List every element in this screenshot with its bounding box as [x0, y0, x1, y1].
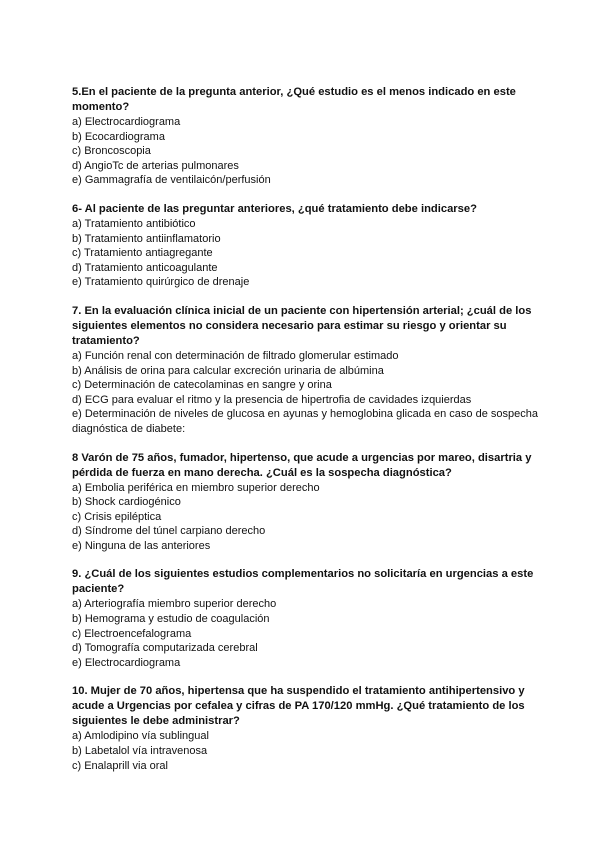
answer-option: a) Función renal con determinación de filtrado glomerular estimado — [72, 349, 399, 362]
answer-options — [72, 481, 542, 554]
answer-options — [72, 217, 542, 290]
question-text: 5.En el paciente de la pregunta anterior, ¿Qué estudio es el menos indicado en este momento? — [72, 86, 516, 113]
question-6 — [72, 202, 542, 290]
answer-option: e) Ninguna de las anteriores — [72, 539, 211, 552]
answer-option: d) AngioTc de arterias pulmonares — [72, 159, 239, 172]
answer-option: e) Tratamiento quirúrgico de drenaje — [72, 276, 250, 289]
question-10 — [72, 684, 542, 773]
answer-option: d) ECG para evaluar el ritmo y la presencia de hipertrofia de cavidades izquierdas — [72, 393, 472, 406]
answer-option: d) Síndrome del túnel carpiano derecho — [72, 525, 266, 538]
answer-options — [72, 729, 542, 773]
answer-option: a) Amlodipino vía sublingual — [72, 730, 209, 743]
answer-option: b) Ecocardiograma — [72, 130, 165, 143]
question-text: 7. En la evaluación clínica inicial de un paciente con hipertensión arterial; ¿cuál de los siguientes elementos no considera necesario para estimar su riesgo y orientar su tratamiento? — [72, 304, 532, 347]
question-text: 6- Al paciente de las preguntar anteriores, ¿qué tratamiento debe indicarse? — [72, 202, 477, 215]
answer-option: e) Gammagrafía de ventilaicón/perfusión — [72, 174, 271, 187]
answer-option: a) Arteriografía miembro superior derecho — [72, 598, 277, 611]
answer-option: c) Electroencefalograma — [72, 627, 192, 640]
answer-option: e) Electrocardiograma — [72, 656, 181, 669]
answer-option: c) Crisis epiléptica — [72, 510, 162, 523]
answer-option: d) Tomografía computarizada cerebral — [72, 642, 258, 655]
answer-option: c) Broncoscopia — [72, 145, 151, 158]
answer-option: b) Tratamiento antiinflamatorio — [72, 232, 221, 245]
question-text: 8 Varón de 75 años, fumador, hipertenso, que acude a urgencias por mareo, disartria y pérdida de fuerza en mano derecha. ¿Cuál es la sospecha diagnóstica? — [72, 451, 532, 479]
answer-option: a) Electrocardiograma — [72, 116, 181, 128]
answer-option: c) Tratamiento antiagregante — [72, 247, 213, 260]
document-page — [72, 85, 542, 787]
answer-option: d) Tratamiento anticoagulante — [72, 261, 218, 274]
answer-option: e) Determinación de niveles de glucosa en ayunas y hemoglobina glicada en caso de sospecha diagnóstica de diabete: — [72, 408, 538, 435]
answer-option: c) Enalaprill via oral — [72, 759, 168, 772]
answer-option: b) Labetalol vía intravenosa — [72, 745, 208, 758]
answer-option: b) Hemograma y estudio de coagulación — [72, 613, 270, 626]
answer-option: b) Shock cardiogénico — [72, 496, 181, 509]
question-9 — [72, 567, 542, 670]
answer-option: c) Determinación de catecolaminas en sangre y orina — [72, 379, 332, 392]
answer-options — [72, 115, 542, 188]
answer-options — [72, 349, 542, 437]
answer-options — [72, 597, 542, 670]
question-text: 9. ¿Cuál de los siguientes estudios complementarios no solicitaría en urgencias a este paciente? — [72, 568, 534, 596]
question-5 — [72, 85, 542, 188]
answer-option: b) Análisis de orina para calcular excreción urinaria de albúmina — [72, 364, 384, 377]
answer-option: a) Tratamiento antibiótico — [72, 217, 196, 230]
question-text: 10. Mujer de 70 años, hipertensa que ha suspendido el tratamiento antihipertensivo y acude a Urgencias por cefalea y cifras de PA 170/120 mmHg. ¿Qué tratamiento de los siguientes le debe administrar? — [72, 685, 525, 728]
question-8 — [72, 451, 542, 554]
answer-option: a) Embolia periférica en miembro superior derecho — [72, 481, 320, 494]
question-7 — [72, 304, 542, 437]
